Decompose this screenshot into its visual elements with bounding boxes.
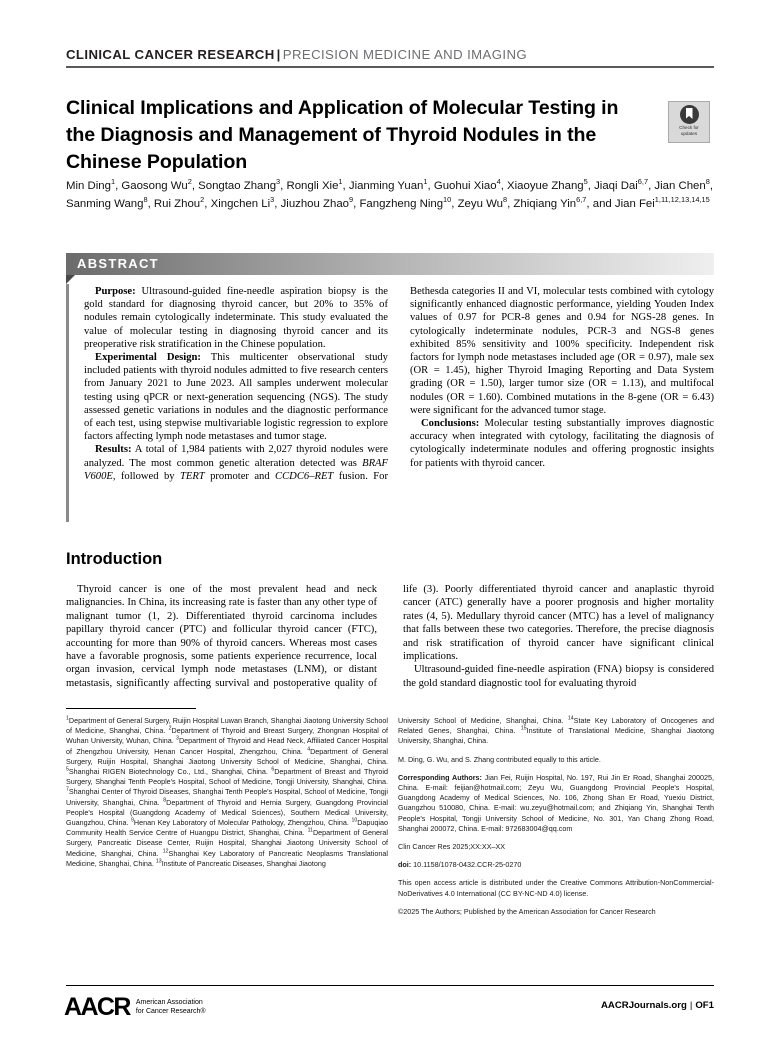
abstract-paragraph: Purpose: Ultrasound-guided fine-needle aspiration biopsy is the gold standard for diagnosing thyroid cancer, but 20% to 35% of nodules remain cytologically indeterminate. This study evaluated the value of molecular testing in diagnosing thyroid cancer and its preoperative risk stratification in the Chinese population. <box>84 286 388 350</box>
footnote-divider <box>66 708 196 709</box>
footnote-column-right <box>398 716 714 917</box>
article-title: Clinical Implications and Application of Molecular Testing in the Diagnosis and Management of Thyroid Nodules in the Chinese Population <box>66 97 619 173</box>
aacr-logo-line-1: American Association <box>135 998 203 1006</box>
abstract-heading-bar <box>66 253 714 275</box>
article-citation: Clin Cancer Res 2025;XX:XX–XX <box>398 842 506 852</box>
equal-contribution-note: M. Ding, G. Wu, and S. Zhang contributed equally to this article. <box>398 754 601 764</box>
abstract-paragraph: Conclusions: Molecular testing substantially improves diagnostic accuracy when integrated with cytology, facilitating the diagnosis of cytologically indeterminate nodules and offering prognostic insights for patients with thyroid cancer. <box>410 418 714 469</box>
abstract-side-rule <box>66 284 69 522</box>
affiliations-text: $^1$Department of General Surgery, Ruijin Hospital Luwan Branch, Shanghai Jiaotong University School of Medicine, Shanghai, China. $^2$Department of Thyroid and Breast Surgery, Zhongnan Hospital of Wuhan University, Wuhan, China. $^3$Department of Thyroid and Head Neck, Affiliated Cancer Hospital of Zhengzhou University, Henan Cancer Hospital, Zhengzhou, China. $^4$Department of General Surgery, Ruijin Hospital, Shanghai Jiaotong University School of Medicine, Shanghai, China. $^5$Shanghai RIGEN Biotechnology Co., Ltd., Shanghai, China. $^6$Department of Breast and Thyroid Surgery, Shanghai Tenth People's Hospital, School of Medicine, Tongji University, Shanghai, China. $^7$Shanghai Center of Thyroid Diseases, Shanghai Tenth People's Hospital, School of Medicine, Tongji University, Shanghai, China. $^8$Department of Thyroid and Hernia Surgery, Guangdong Provincial People's Hospital (Guangdong Academy of Medical Sciences), Southern Medical University, Guangzhou, China. $^9$Henan Key Laboratory of Molecular Pathology, Zhengzhou, China. $^{10}$Dapuqiao Community Health Service Centre of Huangpu District, Shanghai, China. $^{11}$Department of General Surgery, Pancreatic Disease Center, Ruijin Hospital, Shanghai Jiaotong University School of Medicine, Shanghai, China. $^{12}$Shanghai Key Laboratory of Pancreatic Neoplasms Translational Medicine, Shanghai, China. $^{13}$Institute of Pancreatic Diseases, Shanghai Jiaotong <box>66 715 389 868</box>
running-head-divider: | <box>276 47 281 62</box>
introduction-paragraph: Ultrasound-guided fine-needle aspiration (FNA) biopsy is considered the gold standard diagnostic tool for evaluating thyroid <box>403 664 714 689</box>
affiliations-continued: University School of Medicine, Shanghai, China. $^{14}$State Key Laboratory of Oncogenes and Related Genes, Shanghai, China. $^{15}$Institute of Translational Medicine, Shanghai Jiaotong University, Shanghai, China. <box>398 715 714 746</box>
journals-site-link[interactable]: AACRJournals.org <box>601 1000 687 1011</box>
page-number: OF1 <box>695 1000 714 1011</box>
badge-line-2: updates <box>680 130 698 136</box>
introduction-paragraph: Thyroid cancer is one of the most prevalent head and neck malignancies. In China, its increasing rate is faster than any other type of malignant tumor (1, 2). Differentiated thyroid carcinoma includes papillary thyroid cancer (PTC) and follicular thyroid cancer (FTC), accounting for more than 90% of thyroid cancers. Whereas most cases have a favorable prognosis, some patients experience recurrence, local organ invasion, cervical lymph node metastases (LNM), or distant metastasis, significantly affecting survival and postoperative quality of life (3). Poorly differentiated thyroid cancer and anaplastic thyroid cancer (ATC) generally have a poorer prognosis and higher mortality rates (4, 5). Medullary thyroid cancer (MTC) has a level of malignancy that falls between these two categories. Therefore, the precise diagnosis and risk stratification of thyroid cancer have significant clinical implications. <box>66 584 714 689</box>
footer-divider <box>66 985 714 986</box>
journal-name: CLINICAL CANCER RESEARCH <box>66 47 275 62</box>
running-head-rule <box>66 66 714 68</box>
footer-right <box>601 1000 714 1011</box>
aacr-logo-line-2: for Cancer Research® <box>135 1007 206 1015</box>
journal-section: PRECISION MEDICINE AND IMAGING <box>282 47 528 62</box>
license-statement: This open access article is distributed under the Creative Commons Attribution-NonCommercial-NoDerivatives 4.0 International (CC BY-NC-ND 4.0) license. <box>398 878 714 898</box>
aacr-logo <box>64 995 206 1019</box>
check-for-updates-icon <box>680 105 699 124</box>
copyright-statement: ©2025 The Authors; Published by the American Association for Cancer Research <box>398 906 656 916</box>
running-head <box>66 47 714 62</box>
corresponding-authors: Corresponding Authors: Jian Fei, Ruijin Hospital, No. 197, Rui Jin Er Road, Shanghai 200025, China. E-mail: feijian@hotmail.com; Zeyu Wu, Guangdong Provincial People's Hospital, Guangdong Academy of Medical Sciences, No. 106, Zhong Shan Er Road, Yuexiu District, Guangzhou 510080, China. E-mail: wu.zeyu@hotmail.com; and Zhiqiang Yin, Shanghai Tenth People's Hospital, Tongji University School of Medicine, No. 301, Yan Chang Zhong Road, Shanghai 200072, China. E-mail: 972683004@qq.com <box>398 772 714 833</box>
abstract-paragraph: Experimental Design: This multicenter observational study included patients with thyroid nodules admitted to five research centers from January 2021 to June 2023. All samples underwent molecular testing using qPCR or next-generation sequencing (NGS). The study assessed genetic variations in nodules and the diagnostic performance of each test, using stepwise multivariable logistic regression to explore factors affecting lymph node metastases and tumor stage. <box>84 352 388 443</box>
abstract-notch <box>66 275 75 284</box>
aacr-logo-text <box>136 999 206 1016</box>
abstract-paragraph: Results: A total of 1,984 patients with 2,027 thyroid nodules were analyzed. The most common genetic alteration detected was BRAF V600E, followed by TERT promoter and CCDC6–RET fusion. For Bethesda categories II and VI, molecular tests combined with cytology significantly enhanced diagnostic performance, yielding Youden Index values of 0.97 for PCR-8 genes and 0.94 for NGS-28 genes. In cytologically indeterminate nodules, PCR-3 and NGS-8 genes exhibited 85% sensitivity and 100% specificity. Independent risk factors for lymph node metastases included age (OR = 0.97), male sex (OR = 1.45), higher Thyroid Imaging Reporting and Data System grading (OR = 1.50), larger tumor size (OR = 1.13), and multifocal nodules (OR = 1.60). Combined mutations in the 8-gene (OR = 6.43) were significant for the advanced tumor stage. <box>84 286 714 482</box>
author-list: Min Ding$^1$, Gaosong Wu$^2$, Songtao Zhang$^3$, Rongli Xie$^1$, Jianming Yuan$^1$, Guohui Xiao$^4$, Xiaoyue Zhang$^5$, Jiaqi Dai$^{6,7}$, Jian Chen$^8$, Sanming Wang$^8$, Rui Zhou$^2$, Xingchen Li$^3$, Jiuzhou Zhao$^9$, Fangzheng Ning$^{10}$, Zeyu Wu$^8$, Zhiqiang Yin$^{6,7}$, and Jian Fei$^{1,11,12,13,14,15}$ <box>66 177 713 210</box>
abstract-heading-label: ABSTRACT <box>77 256 159 271</box>
badge-line-1: Check for <box>679 125 699 130</box>
check-for-updates-badge[interactable] <box>668 101 710 143</box>
introduction-body <box>66 583 714 701</box>
section-heading-introduction: Introduction <box>66 550 163 568</box>
footer-separator: | <box>689 1000 693 1011</box>
affiliations-column <box>66 716 388 869</box>
abstract-body <box>84 285 714 483</box>
doi-line[interactable]: doi: 10.1158/1078-0432.CCR-25-0270 <box>398 860 522 870</box>
aacr-logo-mark: AACR <box>64 993 130 1021</box>
